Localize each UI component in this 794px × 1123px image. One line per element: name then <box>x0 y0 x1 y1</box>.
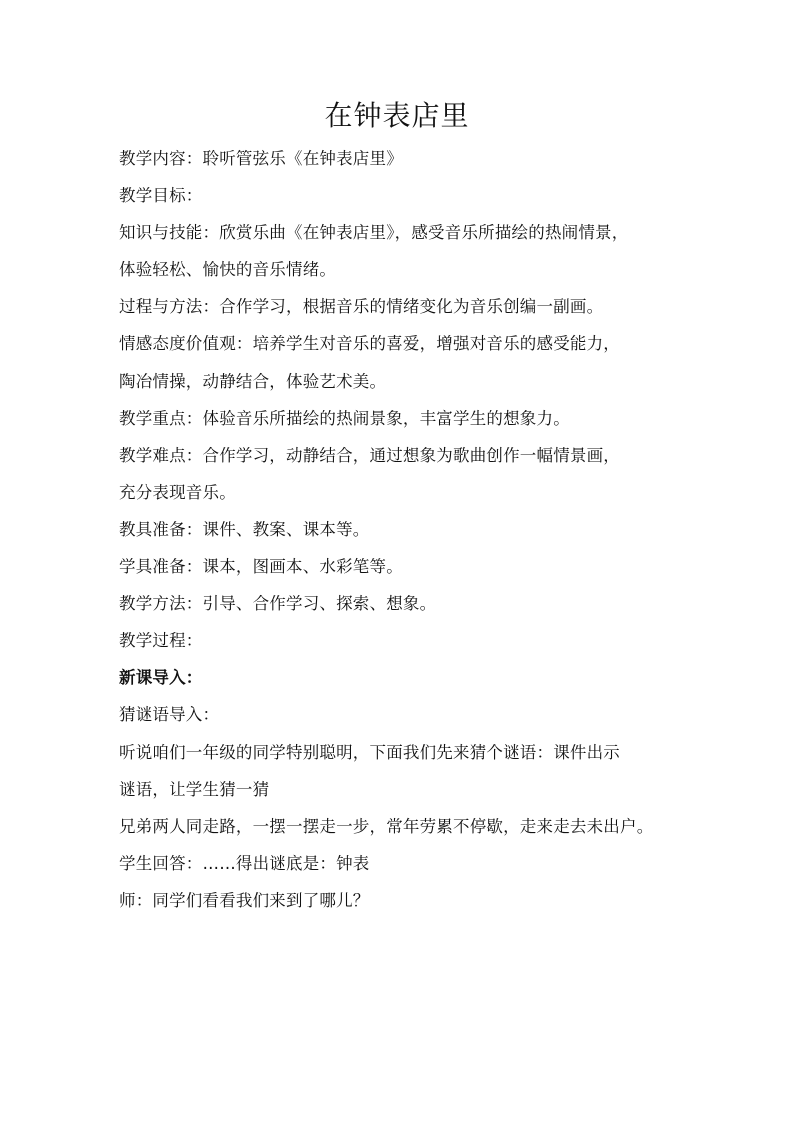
teacher-question-line: 师：同学们看看我们来到了哪儿？ <box>119 890 370 910</box>
emotion-values-line-1: 情感态度价值观：培养学生对音乐的喜爱，增强对音乐的感受能力， <box>119 334 620 354</box>
teaching-difficulty-line-2: 充分表现音乐。 <box>119 482 236 502</box>
knowledge-skills-line-1: 知识与技能：欣赏乐曲《在钟表店里》，感受音乐所描绘的热闹情景， <box>119 223 629 243</box>
teaching-process-heading: 教学过程： <box>119 631 203 651</box>
teaching-tools-line: 教具准备：课件、教案、课本等。 <box>119 519 370 539</box>
student-answer-line: 学生回答：……得出谜底是：钟表 <box>119 853 370 873</box>
emotion-values-line-2: 陶冶情操，动静结合，体验艺术美。 <box>119 371 387 391</box>
teaching-difficulty-line-1: 教学难点：合作学习，动静结合，通过想象为歌曲创作一幅情景画， <box>119 445 620 465</box>
riddle-text-line: 兄弟两人同走路，一摆一摆走一步，常年劳累不停歇，走来走去未出户。 <box>119 816 654 836</box>
riddle-prompt-line-1: 听说咱们一年级的同学特别聪明，下面我们先来猜个谜语：课件出示 <box>119 742 620 762</box>
document-title: 在钟表店里 <box>324 99 470 132</box>
document-body <box>119 140 679 919</box>
knowledge-skills-line-2: 体验轻松、愉快的音乐情绪。 <box>119 260 337 280</box>
teaching-focus-line: 教学重点：体验音乐所描绘的热闹景象，丰富学生的想象力。 <box>119 408 570 428</box>
new-lesson-intro-heading: 新课导入： <box>119 668 203 688</box>
riddle-prompt-line-2: 谜语，让学生猜一猜 <box>119 779 270 799</box>
process-method-line: 过程与方法：合作学习，根据音乐的情绪变化为音乐创编一副画。 <box>119 297 604 317</box>
teaching-methods-line: 教学方法：引导、合作学习、探索、想象。 <box>119 594 437 614</box>
teaching-goals-heading: 教学目标： <box>119 186 203 206</box>
teaching-content-line: 教学内容：聆听管弦乐《在钟表店里》 <box>119 149 403 168</box>
student-tools-line: 学具准备：课本，图画本、水彩笔等。 <box>119 557 403 577</box>
riddle-intro-line: 猜谜语导入： <box>119 705 220 725</box>
